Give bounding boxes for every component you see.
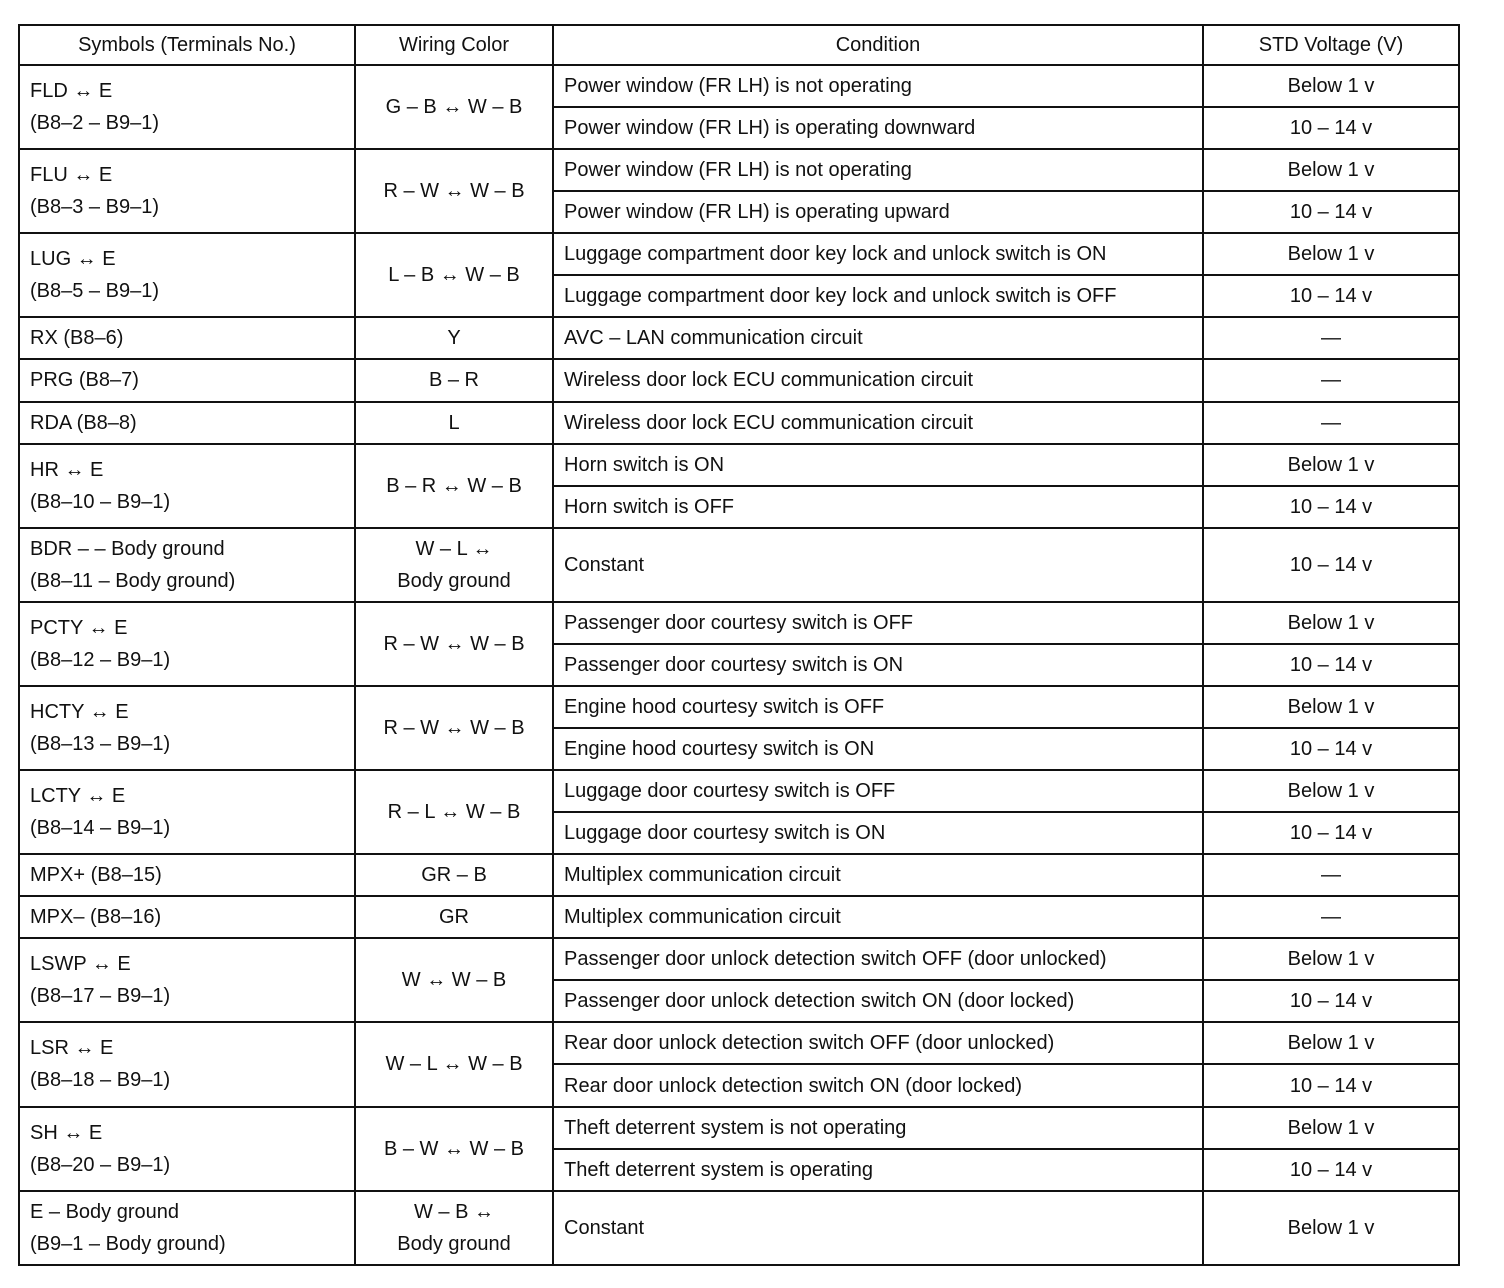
condition-cell: Theft deterrent system is not operating <box>553 1107 1203 1149</box>
std-voltage-cell: Below 1 v <box>1203 1191 1459 1265</box>
wiring-color-cell <box>355 444 553 528</box>
condition-cell: Multiplex communication circuit <box>553 854 1203 896</box>
wiring-color: GR <box>439 906 469 929</box>
terminal-symbol: FLD ↔ E <box>30 80 113 103</box>
wiring-color: Y <box>447 327 461 350</box>
terminal-symbol: RDA (B8–8) <box>30 411 137 434</box>
symbol-cell <box>19 602 355 686</box>
symbol-cell <box>19 1022 355 1106</box>
terminal-number: (B8–11 – Body ground) <box>30 569 236 592</box>
symbol-cell <box>19 65 355 149</box>
std-voltage-cell: — <box>1203 896 1459 938</box>
condition-cell: Power window (FR LH) is not operating <box>553 149 1203 191</box>
std-voltage-cell: 10 – 14 v <box>1203 275 1459 317</box>
wiring-color-cell <box>355 1022 553 1106</box>
symbol-cell <box>19 402 355 444</box>
wiring-color: R – W ↔ W – B <box>383 716 525 739</box>
terminal-number: (B8–20 – B9–1) <box>30 1153 171 1176</box>
std-voltage-cell: Below 1 v <box>1203 1022 1459 1064</box>
header-symbols: Symbols (Terminals No.) <box>19 25 355 65</box>
condition-cell: Multiplex communication circuit <box>553 896 1203 938</box>
wiring-color-cell <box>355 686 553 770</box>
std-voltage-cell: 10 – 14 v <box>1203 486 1459 528</box>
wiring-color-cell <box>355 1191 553 1265</box>
symbol-cell <box>19 770 355 854</box>
condition-cell: Passenger door courtesy switch is ON <box>553 644 1203 686</box>
wiring-color: B – R ↔ W – B <box>386 474 522 497</box>
terminal-number: (B8–2 – B9–1) <box>30 112 159 135</box>
terminal-symbol: PCTY ↔ E <box>30 616 128 639</box>
wiring-color-cell <box>355 854 553 896</box>
table-row <box>19 149 1459 191</box>
terminal-number: (B9–1 – Body ground) <box>30 1232 226 1255</box>
wiring-color: W – L ↔ <box>415 537 493 560</box>
wiring-color-cell <box>355 233 553 317</box>
std-voltage-cell: 10 – 14 v <box>1203 812 1459 854</box>
std-voltage-cell: Below 1 v <box>1203 444 1459 486</box>
condition-cell: Luggage door courtesy switch is ON <box>553 812 1203 854</box>
table-row <box>19 528 1459 602</box>
terminal-number: (B8–14 – B9–1) <box>30 817 171 840</box>
table-body <box>19 65 1459 1265</box>
wiring-color-cell <box>355 1107 553 1191</box>
terminal-symbol: HCTY ↔ E <box>30 700 129 723</box>
wiring-color: B – R <box>428 369 480 392</box>
table-row <box>19 770 1459 812</box>
wiring-color: L <box>448 411 460 434</box>
table-row <box>19 1107 1459 1149</box>
std-voltage-cell: Below 1 v <box>1203 686 1459 728</box>
wiring-color: W – L ↔ W – B <box>385 1053 523 1076</box>
wiring-color-cell <box>355 938 553 1022</box>
table-row <box>19 896 1459 938</box>
wiring-color: R – L ↔ W – B <box>387 801 521 824</box>
condition-cell: Passenger door courtesy switch is OFF <box>553 602 1203 644</box>
condition-cell: Constant <box>553 528 1203 602</box>
condition-cell: Luggage compartment door key lock and unlock switch is ON <box>553 233 1203 275</box>
header-std-voltage: STD Voltage (V) <box>1203 25 1459 65</box>
terminal-symbol: FLU ↔ E <box>30 164 113 187</box>
condition-cell: Horn switch is OFF <box>553 486 1203 528</box>
std-voltage-cell: 10 – 14 v <box>1203 528 1459 602</box>
std-voltage-cell: 10 – 14 v <box>1203 728 1459 770</box>
table-row <box>19 65 1459 107</box>
terminal-symbol: E – Body ground <box>30 1200 179 1223</box>
wiring-color-cell <box>355 402 553 444</box>
terminal-number: (B8–3 – B9–1) <box>30 196 159 219</box>
wiring-color: W – B ↔ <box>413 1200 494 1223</box>
terminal-symbol: HR ↔ E <box>30 458 104 481</box>
header-wiring-color: Wiring Color <box>355 25 553 65</box>
std-voltage-cell: 10 – 14 v <box>1203 191 1459 233</box>
wiring-color: L – B ↔ W – B <box>388 264 520 287</box>
header-condition: Condition <box>553 25 1203 65</box>
terminal-symbol: SH ↔ E <box>30 1121 103 1144</box>
condition-cell: Power window (FR LH) is not operating <box>553 65 1203 107</box>
table-row <box>19 1191 1459 1265</box>
table-row <box>19 686 1459 728</box>
symbol-cell <box>19 854 355 896</box>
wiring-color-cell <box>355 602 553 686</box>
condition-cell: Passenger door unlock detection switch OFF (door unlocked) <box>553 938 1203 980</box>
table-row <box>19 602 1459 644</box>
std-voltage-cell: Below 1 v <box>1203 65 1459 107</box>
condition-cell: Theft deterrent system is operating <box>553 1149 1203 1191</box>
wiring-color-cell <box>355 359 553 401</box>
condition-cell: Rear door unlock detection switch OFF (door unlocked) <box>553 1022 1203 1064</box>
std-voltage-cell: Below 1 v <box>1203 770 1459 812</box>
std-voltage-cell: Below 1 v <box>1203 233 1459 275</box>
std-voltage-cell: — <box>1203 402 1459 444</box>
wiring-color-cell <box>355 317 553 359</box>
table-row <box>19 444 1459 486</box>
wiring-color: G – B ↔ W – B <box>385 96 523 119</box>
condition-cell: Constant <box>553 1191 1203 1265</box>
symbol-cell <box>19 1191 355 1265</box>
condition-cell: Luggage compartment door key lock and unlock switch is OFF <box>553 275 1203 317</box>
condition-cell: Power window (FR LH) is operating upward <box>553 191 1203 233</box>
std-voltage-cell: 10 – 14 v <box>1203 1064 1459 1106</box>
terminal-number: (B8–10 – B9–1) <box>30 490 171 513</box>
wiring-color-line2: Body ground <box>397 569 511 592</box>
symbol-cell <box>19 149 355 233</box>
terminal-symbol: RX (B8–6) <box>30 327 124 350</box>
table-row <box>19 233 1459 275</box>
symbol-cell <box>19 233 355 317</box>
terminal-number: (B8–18 – B9–1) <box>30 1069 171 1092</box>
std-voltage-cell: — <box>1203 317 1459 359</box>
std-voltage-cell: 10 – 14 v <box>1203 644 1459 686</box>
condition-cell: Luggage door courtesy switch is OFF <box>553 770 1203 812</box>
condition-cell: Engine hood courtesy switch is OFF <box>553 686 1203 728</box>
wiring-color-cell <box>355 149 553 233</box>
terminal-voltage-table <box>18 24 1460 1266</box>
terminal-number: (B8–17 – B9–1) <box>30 985 171 1008</box>
std-voltage-cell: Below 1 v <box>1203 602 1459 644</box>
std-voltage-cell: 10 – 14 v <box>1203 1149 1459 1191</box>
terminal-symbol: LUG ↔ E <box>30 248 116 271</box>
std-voltage-cell: Below 1 v <box>1203 938 1459 980</box>
std-voltage-cell: 10 – 14 v <box>1203 107 1459 149</box>
condition-cell: Rear door unlock detection switch ON (door locked) <box>553 1064 1203 1106</box>
wiring-color-cell <box>355 528 553 602</box>
std-voltage-cell: 10 – 14 v <box>1203 980 1459 1022</box>
wiring-color-cell <box>355 770 553 854</box>
wiring-color-cell <box>355 65 553 149</box>
condition-cell: Horn switch is ON <box>553 444 1203 486</box>
wiring-color: B – W ↔ W – B <box>383 1137 525 1160</box>
wiring-color: W ↔ W – B <box>401 969 507 992</box>
std-voltage-cell: Below 1 v <box>1203 149 1459 191</box>
table-row <box>19 317 1459 359</box>
symbol-cell <box>19 938 355 1022</box>
std-voltage-cell: Below 1 v <box>1203 1107 1459 1149</box>
std-voltage-cell: — <box>1203 359 1459 401</box>
condition-cell: Engine hood courtesy switch is ON <box>553 728 1203 770</box>
terminal-symbol: MPX– (B8–16) <box>30 906 162 929</box>
symbol-cell <box>19 444 355 528</box>
condition-cell: Wireless door lock ECU communication circuit <box>553 402 1203 444</box>
wiring-color: GR – B <box>421 864 487 887</box>
table-row <box>19 938 1459 980</box>
terminal-symbol: PRG (B8–7) <box>30 369 139 392</box>
symbol-cell <box>19 686 355 770</box>
condition-cell: AVC – LAN communication circuit <box>553 317 1203 359</box>
wiring-color: R – W ↔ W – B <box>383 180 525 203</box>
wiring-color-line2: Body ground <box>397 1232 511 1255</box>
wiring-color: R – W ↔ W – B <box>383 632 525 655</box>
table-row <box>19 854 1459 896</box>
terminal-symbol: BDR – – Body ground <box>30 537 225 560</box>
std-voltage-cell: — <box>1203 854 1459 896</box>
table-row <box>19 1022 1459 1064</box>
condition-cell: Wireless door lock ECU communication circuit <box>553 359 1203 401</box>
condition-cell: Power window (FR LH) is operating downward <box>553 107 1203 149</box>
terminal-number: (B8–5 – B9–1) <box>30 280 159 303</box>
terminal-symbol: LSWP ↔ E <box>30 953 131 976</box>
terminal-number: (B8–12 – B9–1) <box>30 648 171 671</box>
symbol-cell <box>19 1107 355 1191</box>
condition-cell: Passenger door unlock detection switch ON (door locked) <box>553 980 1203 1022</box>
table-row <box>19 402 1459 444</box>
terminal-symbol: MPX+ (B8–15) <box>30 864 162 887</box>
symbol-cell <box>19 359 355 401</box>
header-row <box>19 25 1459 65</box>
terminal-symbol: LSR ↔ E <box>30 1037 114 1060</box>
terminal-number: (B8–13 – B9–1) <box>30 732 171 755</box>
terminal-symbol: LCTY ↔ E <box>30 785 126 808</box>
wiring-color-cell <box>355 896 553 938</box>
symbol-cell <box>19 528 355 602</box>
symbol-cell <box>19 317 355 359</box>
symbol-cell <box>19 896 355 938</box>
table-row <box>19 359 1459 401</box>
